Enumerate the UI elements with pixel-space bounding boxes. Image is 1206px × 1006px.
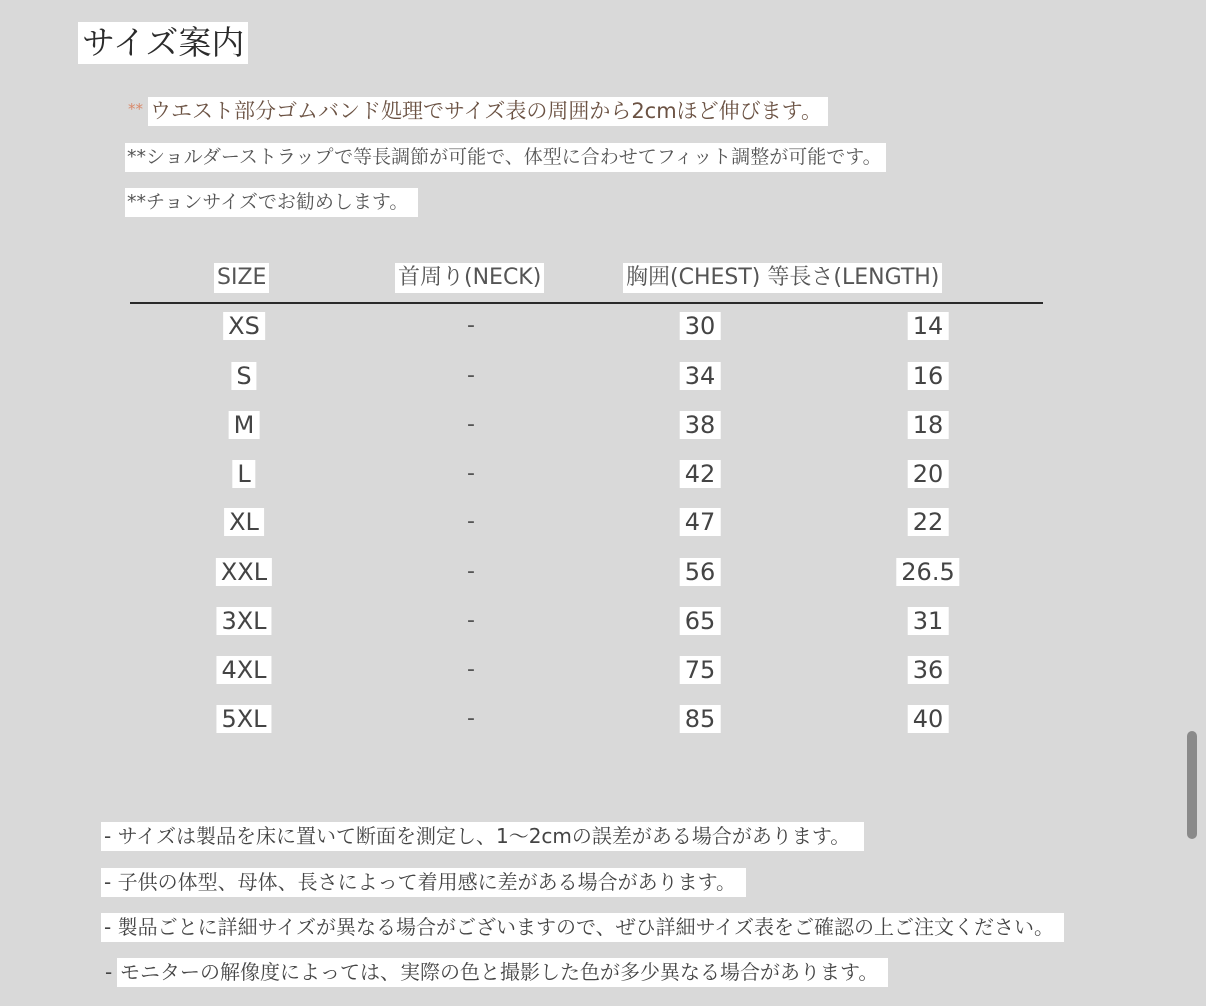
cell-size: 4XL: [216, 656, 271, 684]
cell-chest: 65: [680, 607, 721, 635]
cell-length: 16: [908, 362, 949, 390]
note-recommend-size: **チョンサイズでお勧めします。: [125, 188, 418, 217]
cell-neck: -: [467, 559, 475, 584]
cell-length: 40: [908, 705, 949, 733]
cell-length: 20: [908, 460, 949, 488]
cell-neck: -: [467, 412, 475, 437]
cell-length: 31: [908, 607, 949, 635]
cell-chest: 34: [680, 362, 721, 390]
cell-chest: 38: [680, 411, 721, 439]
note-shoulder-strap: **ショルダーストラップで等長調節が可能で、体型に合わせてフィット調整が可能です。: [125, 143, 886, 172]
cell-neck: -: [467, 313, 475, 338]
note-marker: **: [128, 100, 143, 118]
footer-note-size-chart: - 製品ごとに詳細サイズが異なる場合がございますので、ぜひ詳細サイズ表をご確認の上ご注文ください。: [101, 913, 1064, 942]
cell-size: 3XL: [216, 607, 271, 635]
cell-size: M: [229, 411, 260, 439]
cell-length: 26.5: [896, 558, 959, 586]
header-chest-length: 胸囲(CHEST) 等長さ(LENGTH): [623, 263, 942, 293]
cell-chest: 47: [680, 508, 721, 536]
footer-note-fit: - 子供の体型、母体、長さによって着用感に差がある場合があります。: [101, 868, 746, 897]
cell-neck: -: [467, 461, 475, 486]
cell-length: 36: [908, 656, 949, 684]
cell-length: 22: [908, 508, 949, 536]
cell-neck: -: [467, 706, 475, 731]
cell-chest: 56: [680, 558, 721, 586]
header-divider: [130, 302, 1043, 304]
cell-size: XXL: [216, 558, 272, 586]
footer-note-color: モニターの解像度によっては、実際の色と撮影した色が多少異なる場合があります。: [117, 958, 888, 987]
cell-size: XS: [223, 312, 265, 340]
scrollbar-thumb[interactable]: [1187, 731, 1197, 839]
cell-length: 18: [908, 411, 949, 439]
cell-neck: -: [467, 363, 475, 388]
cell-neck: -: [467, 657, 475, 682]
cell-chest: 42: [680, 460, 721, 488]
footer-note-measurement: - サイズは製品を床に置いて断面を測定し、1〜2cmの誤差がある場合があります。: [101, 822, 864, 851]
cell-neck: -: [467, 509, 475, 534]
note-waist-stretch: ウエスト部分ゴムバンド処理でサイズ表の周囲から2cmほど伸びます。: [148, 97, 828, 126]
cell-size: 5XL: [216, 705, 271, 733]
page-title: サイズ案内: [78, 22, 248, 64]
cell-size: S: [231, 362, 256, 390]
header-size: SIZE: [214, 263, 269, 293]
cell-size: L: [232, 460, 255, 488]
cell-chest: 30: [680, 312, 721, 340]
cell-chest: 75: [680, 656, 721, 684]
cell-length: 14: [908, 312, 949, 340]
cell-chest: 85: [680, 705, 721, 733]
cell-size: XL: [224, 508, 264, 536]
cell-neck: -: [467, 608, 475, 633]
header-neck: 首周り(NECK): [395, 263, 544, 293]
footer-note-dash: -: [105, 960, 113, 984]
